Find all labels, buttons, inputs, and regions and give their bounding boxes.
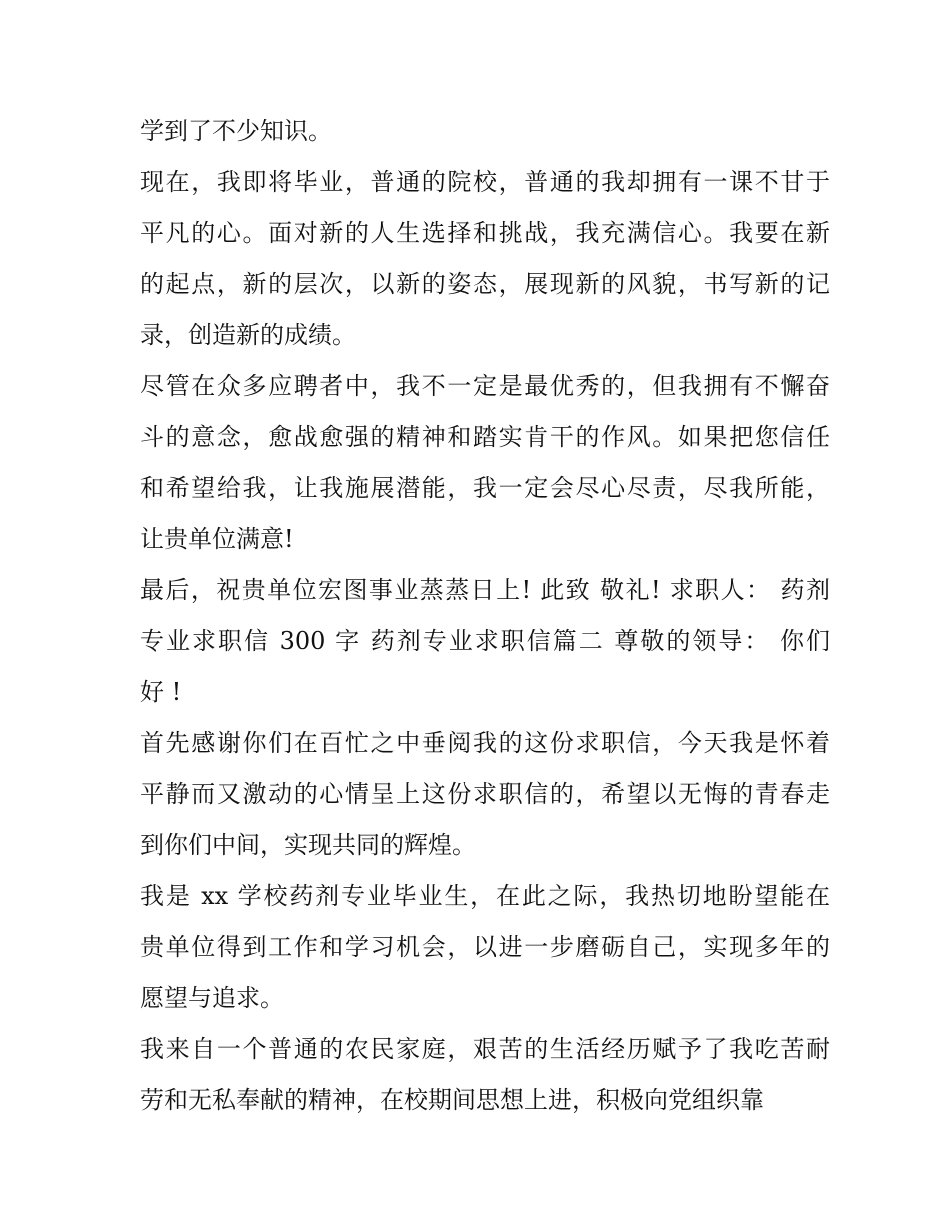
text-line: 尽管在众多应聘者中，我不一定是最优秀的，但我拥有不懈奋 [140, 372, 830, 400]
text-line: 让贵单位满意! [140, 525, 294, 553]
text-line: 专业求职信 300 字 药剂专业求职信篇二 尊敬的领导： 你们 [140, 627, 830, 655]
text-line: 平凡的心。面对新的人生选择和挑战，我充满信心。我要在新 [140, 219, 830, 247]
text-line: 到你们中间，实现共同的辉煌。 [140, 831, 476, 859]
text-line: 平静而又激动的心情呈上这份求职信的，希望以无悔的青春走 [140, 780, 830, 808]
text-line: 劳和无私奉献的精神，在校期间思想上进，积极向党组织靠 [140, 1086, 764, 1114]
text-line: 我是 xx 学校药剂专业毕业生，在此之际，我热切地盼望能在 [140, 882, 830, 910]
document-body [140, 106, 830, 1126]
text-line: 斗的意念，愈战愈强的精神和踏实肯干的作风。如果把您信任 [140, 423, 830, 451]
text-line: 贵单位得到工作和学习机会，以进一步磨砺自己，实现多年的 [140, 933, 830, 961]
text-line: 首先感谢你们在百忙之中垂阅我的这份求职信，今天我是怀着 [140, 729, 830, 757]
text-line: 最后，祝贵单位宏图事业蒸蒸日上! 此致 敬礼! 求职人： 药剂 [140, 576, 830, 604]
text-line: 我来自一个普通的农民家庭，艰苦的生活经历赋予了我吃苦耐 [140, 1035, 830, 1063]
text-line: 录，创造新的成绩。 [140, 321, 356, 349]
text-line: 和希望给我，让我施展潜能，我一定会尽心尽责，尽我所能， [140, 474, 830, 502]
text-line: 现在，我即将毕业，普通的院校，普通的我却拥有一课不甘于 [140, 168, 830, 196]
text-line: 好 ! [140, 678, 182, 706]
text-line: 学到了不少知识。 [140, 117, 332, 145]
text-line: 的起点，新的层次，以新的姿态，展现新的风貌，书写新的记 [140, 270, 830, 298]
text-line: 愿望与追求。 [140, 984, 284, 1012]
